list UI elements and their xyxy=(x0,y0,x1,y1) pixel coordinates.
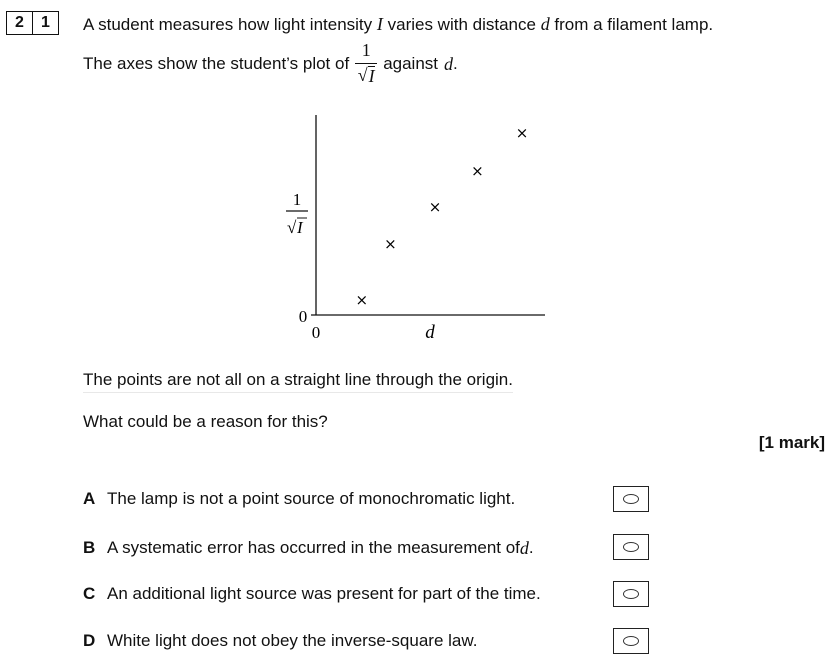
option-letter: B xyxy=(83,538,96,557)
y-origin-label: 0 xyxy=(298,307,308,326)
option-c-answer-box[interactable] xyxy=(613,581,649,607)
option-text-end: . xyxy=(528,538,534,557)
radical-sign: √ xyxy=(357,65,368,85)
option-b xyxy=(83,533,534,563)
distance-variable: d xyxy=(540,14,550,34)
option-letter: C xyxy=(83,584,96,603)
fraction-numerator: 1 xyxy=(361,40,371,61)
answer-oval-icon xyxy=(623,589,639,599)
statement-text: The points are not all on a straight line through the origin. xyxy=(83,370,513,393)
answer-oval-icon xyxy=(623,494,639,504)
marks-label: [1 mark] xyxy=(758,433,825,452)
question-number-digit: 1 xyxy=(32,12,58,34)
option-letter: A xyxy=(83,489,96,508)
intensity-variable: I xyxy=(376,14,383,34)
question-prompt: What could be a reason for this? xyxy=(83,412,328,431)
y-axis-label-radicand: I xyxy=(297,218,303,237)
distance-variable: d xyxy=(444,53,454,74)
data-point-marker: × xyxy=(384,235,397,253)
data-point-marker: × xyxy=(428,198,442,216)
option-d-answer-box[interactable] xyxy=(613,628,649,654)
y-axis-label-radical: √ xyxy=(287,218,297,237)
option-b-answer-box[interactable] xyxy=(613,534,649,560)
option-text: A systematic error has occurred in the measurement of xyxy=(107,538,520,557)
option-variable: d xyxy=(519,537,529,558)
x-axis-label: d xyxy=(425,322,435,343)
data-point-marker: × xyxy=(355,291,369,309)
data-point-marker: × xyxy=(515,124,529,142)
answer-oval-icon xyxy=(623,542,639,552)
answer-oval-icon xyxy=(623,636,639,646)
against-text: against xyxy=(383,54,439,73)
option-text: An additional light source was present for part of the time. xyxy=(107,584,541,603)
option-letter: D xyxy=(83,631,96,650)
intro-text-1: A student measures how light intensity xyxy=(83,15,377,34)
option-a-answer-box[interactable] xyxy=(613,486,649,512)
sentence-end: . xyxy=(453,54,458,73)
question-number-digit: 2 xyxy=(15,14,24,31)
option-text: The lamp is not a point source of monochromatic light. xyxy=(107,489,516,508)
y-axis-label-numerator: 1 xyxy=(292,190,302,209)
intro-text-3: from a filament lamp. xyxy=(549,15,714,34)
option-d xyxy=(83,626,477,656)
x-origin-label: 0 xyxy=(311,323,321,342)
option-a xyxy=(83,484,515,514)
option-c xyxy=(83,579,541,609)
plot-description-text: The axes show the student’s plot of xyxy=(83,54,350,73)
radicand: I xyxy=(368,66,375,86)
option-text: White light does not obey the inverse-square law. xyxy=(107,631,478,650)
intro-text-2: varies with distance xyxy=(382,15,541,34)
data-point-marker: × xyxy=(471,162,484,180)
